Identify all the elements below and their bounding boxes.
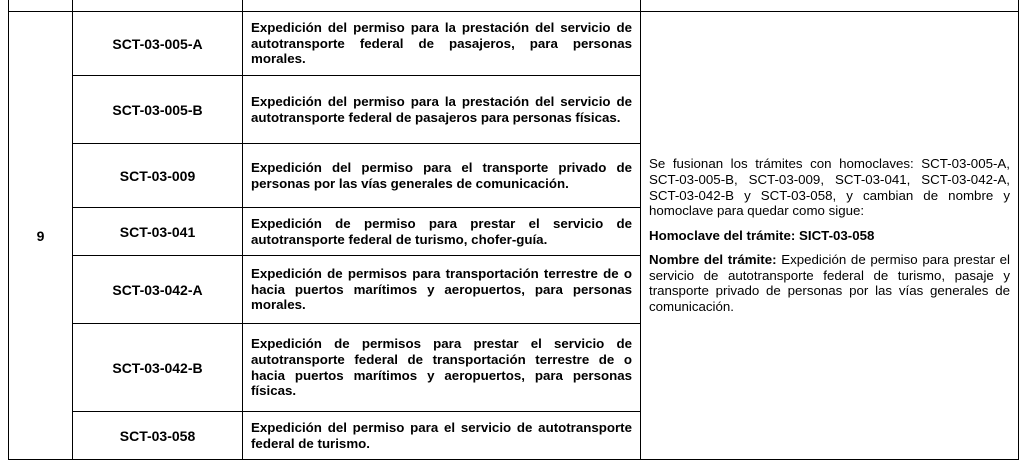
previous-row-stub — [9, 0, 1019, 12]
procedure-name: Expedición del permiso para el transporte privado de personas por las vías generales de comunicación. — [243, 144, 641, 208]
procedure-code: SCT-03-041 — [73, 208, 243, 256]
nombre-value: Expedición de permiso para prestar el servicio de autotransporte federal de turismo, pasaje y transporte privado de personas por las vías generales de comunicación. — [649, 252, 1011, 315]
procedure-name: Expedición de permisos para prestar el servicio de autotransporte federal de transportación terrestre de o hacia puertos marítimos y aeropuertos, para personas físicas. — [243, 324, 641, 412]
homoclave-label: Homoclave del trámite: — [649, 227, 796, 243]
homoclave-value: SICT-03-058 — [799, 227, 875, 243]
procedure-name: Expedición del permiso para la prestación del servicio de autotransporte federal de pasajeros para personas físicas. — [243, 76, 641, 144]
procedure-name: Expedición de permiso para prestar el servicio de autotransporte federal de turismo, chofer-guía. — [243, 208, 641, 256]
procedure-code: SCT-03-005-B — [73, 76, 243, 144]
nombre-line — [649, 252, 1010, 314]
procedure-code: SCT-03-042-A — [73, 256, 243, 324]
procedure-code: SCT-03-058 — [73, 412, 243, 460]
table-row — [9, 12, 1019, 76]
row-number: 9 — [9, 12, 73, 460]
procedures-table — [8, 0, 1019, 460]
procedure-code: SCT-03-009 — [73, 144, 243, 208]
procedure-code: SCT-03-005-A — [73, 12, 243, 76]
observation-cell — [641, 12, 1019, 460]
procedure-name: Expedición del permiso para la prestación del servicio de autotransporte federal de pasajeros, para personas morales. — [243, 12, 641, 76]
homoclave-line — [649, 228, 1010, 244]
nombre-label: Nombre del trámite: — [649, 252, 777, 268]
procedure-code: SCT-03-042-B — [73, 324, 243, 412]
merge-intro: Se fusionan los trámites con homoclaves: SCT-03-005-A, SCT-03-005-B, SCT-03-009, SCT-03-041, SCT-03-042-A, SCT-03-042-B y SCT-03-058, y cambian de nombre y homoclave para quedar como sigue: — [649, 156, 1010, 219]
procedure-name: Expedición del permiso para el servicio de autotransporte federal de turismo. — [243, 412, 641, 460]
procedure-name: Expedición de permisos para transportación terrestre de o hacia puertos marítimos y aeropuertos, para personas morales. — [243, 256, 641, 324]
